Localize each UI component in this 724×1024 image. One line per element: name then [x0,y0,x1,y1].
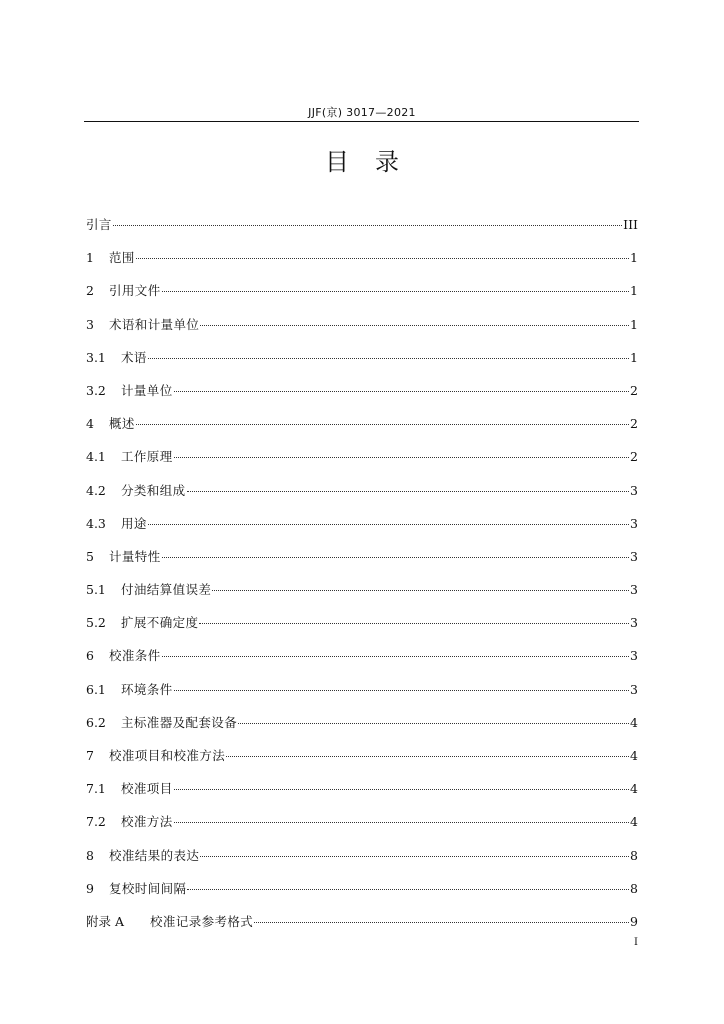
toc-entry-number: 9 [86,880,94,896]
toc-entry-label: 复校时间间隔 [109,880,187,896]
toc-entry-page: 2 [630,382,638,398]
toc-leader-dots [174,690,629,691]
toc-entry-number: 7.1 [86,781,106,797]
toc-leader-dots [162,291,629,292]
toc-entry-label: 校准条件 [109,648,161,664]
toc-entry[interactable] [86,713,638,746]
toc-entry[interactable] [86,779,638,812]
toc-entry-number: 4 [86,416,94,432]
toc-leader-dots [174,457,629,458]
toc-entry-page: 2 [630,449,638,465]
toc-entry-page: 3 [630,681,638,697]
page-title: 目录 [325,148,425,176]
toc-entry[interactable] [86,580,638,613]
toc-entry-number: 6.2 [86,714,106,730]
toc-entry-page: 3 [630,482,638,498]
toc-entry-label: 扩展不确定度 [121,615,199,631]
toc-entry-page: 1 [630,283,638,299]
toc-entry[interactable] [86,613,638,646]
toc-entry-number: 4.1 [86,449,106,465]
table-of-contents [86,215,638,945]
toc-entry-label: 环境条件 [121,681,173,697]
toc-entry[interactable] [86,646,638,679]
toc-entry-number: 5 [86,548,94,564]
toc-entry-page: 1 [630,349,638,365]
toc-leader-dots [174,822,629,823]
toc-entry[interactable] [86,680,638,713]
toc-entry[interactable] [86,414,638,447]
toc-entry[interactable] [86,846,638,879]
toc-entry-label: 付油结算值误差 [121,582,212,598]
toc-entry-number: 7.2 [86,814,106,830]
toc-entry-label: 术语 [121,349,147,365]
toc-entry-page: 3 [630,615,638,631]
toc-entry-number: 附录 A [86,913,125,929]
toc-leader-dots [200,856,629,857]
toc-leader-dots [162,656,629,657]
toc-entry-page: 2 [630,416,638,432]
toc-leader-dots [254,922,629,923]
toc-leader-dots [226,756,629,757]
toc-entry-label: 校准项目 [121,781,173,797]
toc-entry[interactable] [86,281,638,314]
toc-entry[interactable] [86,879,638,912]
toc-entry-page: 4 [630,814,638,830]
toc-leader-dots [148,358,629,359]
toc-entry-number: 6.1 [86,681,106,697]
toc-entry[interactable] [86,481,638,514]
toc-entry-number: 6 [86,648,94,664]
toc-entry-page: 1 [630,250,638,266]
toc-leader-dots [136,424,629,425]
toc-entry-number: 5.1 [86,582,106,598]
toc-entry-page: 8 [630,880,638,896]
toc-entry-number: 7 [86,748,94,763]
toc-entry-number: 5.2 [86,615,106,631]
toc-entry[interactable] [86,215,638,248]
toc-entry-number: 8 [86,847,94,863]
toc-entry-page: 3 [630,582,638,598]
toc-entry-page: 3 [630,515,638,531]
toc-entry-page: 1 [630,316,638,332]
toc-leader-dots [148,524,629,525]
toc-entry-page: 4 [630,714,638,730]
toc-entry-label: 校准记录参考格式 [150,913,254,929]
toc-leader-dots [238,723,629,724]
header-rule [84,121,639,122]
toc-entry[interactable] [86,746,638,779]
toc-entry-label: 引言 [86,217,112,232]
toc-entry-number: 4.3 [86,515,106,531]
toc-leader-dots [200,325,629,326]
toc-entry-number: 1 [86,250,94,266]
toc-entry[interactable] [86,812,638,845]
toc-entry-label: 术语和计量单位 [109,316,200,332]
toc-entry-page: 4 [630,748,638,763]
toc-entry[interactable] [86,315,638,348]
toc-leader-dots [187,889,629,890]
toc-entry-page: 8 [630,847,638,863]
toc-leader-dots [199,623,629,624]
toc-entry-number: 3 [86,316,94,332]
toc-entry-number: 4.2 [86,482,106,498]
toc-entry-label: 工作原理 [121,449,173,465]
page-number: I [634,937,638,948]
toc-entry-label: 校准项目和校准方法 [109,748,226,763]
toc-entry[interactable] [86,248,638,281]
toc-entry-page: 9 [630,913,638,929]
toc-entry-label: 用途 [121,515,147,531]
toc-entry-number: 2 [86,283,94,299]
toc-entry-label: 主标准器及配套设备 [121,714,238,730]
toc-leader-dots [174,789,629,790]
toc-entry[interactable] [86,514,638,547]
toc-entry-page: 4 [630,781,638,797]
toc-entry-page: III [623,217,638,232]
toc-leader-dots [113,225,622,226]
toc-entry[interactable] [86,348,638,381]
toc-entry-number: 3.2 [86,382,106,398]
toc-entry[interactable] [86,912,638,945]
toc-entry-page: 3 [630,548,638,564]
toc-entry[interactable] [86,547,638,580]
toc-entry-label: 概述 [109,416,135,432]
toc-entry-number: 3.1 [86,349,106,365]
toc-entry-label: 范围 [109,250,135,266]
toc-leader-dots [162,557,629,558]
toc-leader-dots [174,391,629,392]
toc-leader-dots [187,491,629,492]
toc-leader-dots [136,258,629,259]
toc-entry-label: 计量单位 [121,382,173,398]
toc-entry[interactable] [86,447,638,480]
toc-entry-label: 计量特性 [109,548,161,564]
toc-entry-label: 校准结果的表达 [109,847,200,863]
toc-entry-label: 分类和组成 [121,482,186,498]
toc-leader-dots [212,590,629,591]
toc-entry-label: 校准方法 [121,814,173,830]
standard-code-header: JJF(京) 3017—2021 [308,106,416,119]
toc-entry[interactable] [86,381,638,414]
toc-entry-page: 3 [630,648,638,664]
toc-entry-label: 引用文件 [109,283,161,299]
